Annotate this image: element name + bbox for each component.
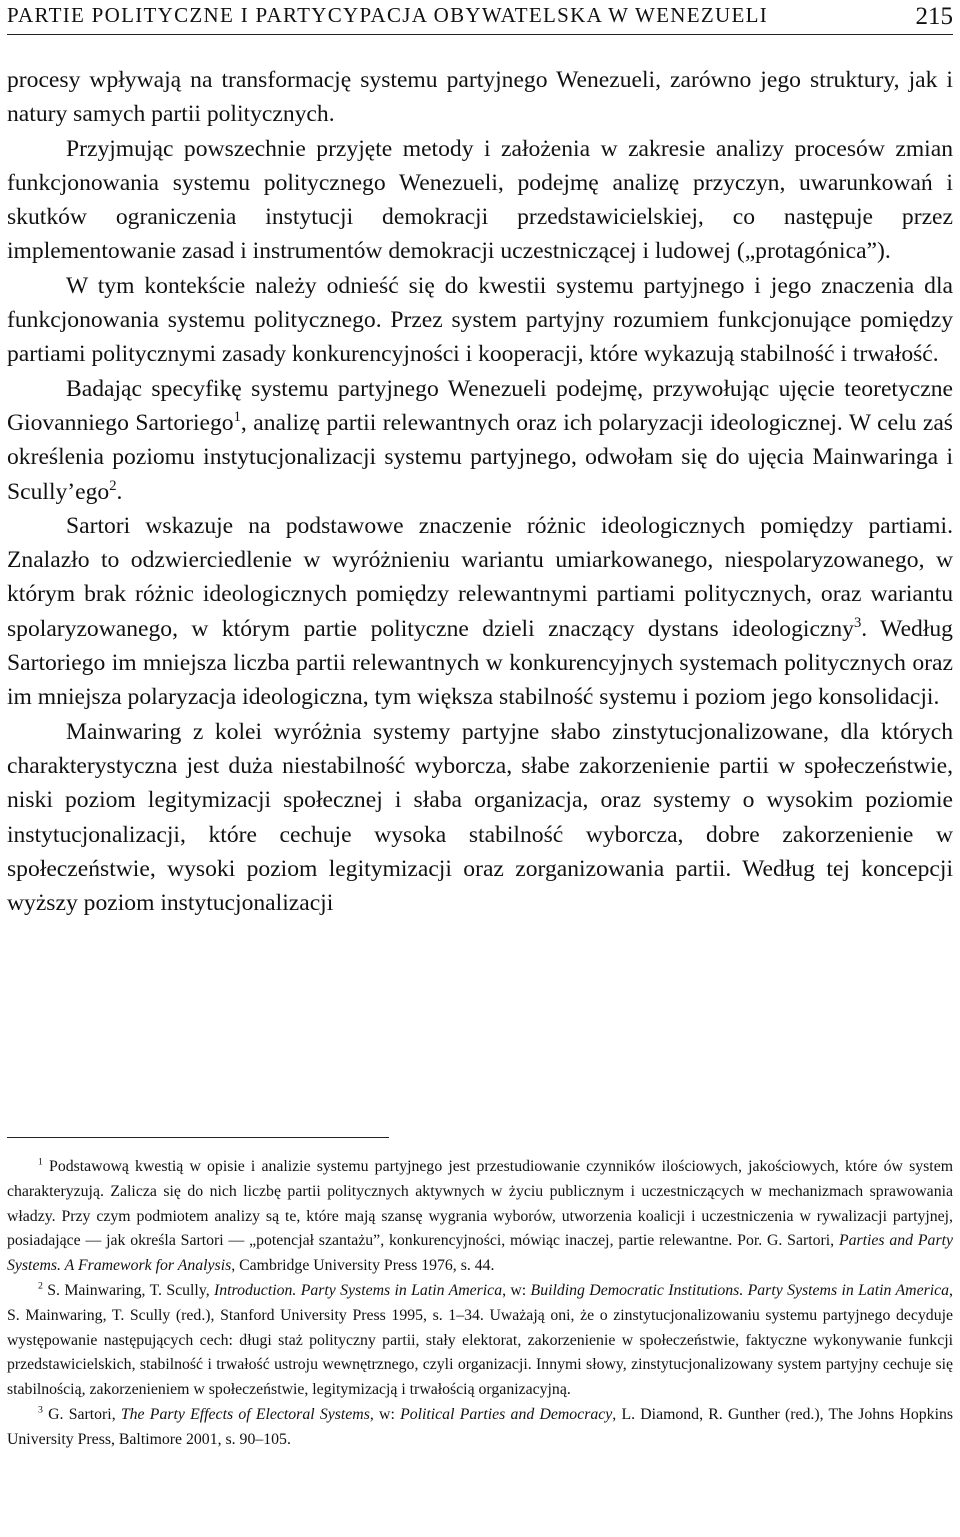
footnote-1: [7, 1155, 953, 1279]
footnote-work-title: The Party Effects of Electoral Systems: [120, 1405, 370, 1423]
footnote-ref-2: 2: [109, 477, 117, 494]
footnote-mark-3: 3: [38, 1404, 43, 1416]
footnotes: [7, 1155, 953, 1453]
paragraph-continuation: procesy wpływają na transformację systemu partyjnego Wenezueli, zarówno jego struktury, jak i natury samych partii politycznych.: [7, 67, 953, 128]
page-number: 215: [915, 3, 953, 30]
paragraph-text: .: [116, 478, 123, 505]
paragraph-text: , analizę partii relewantnych oraz ich polaryzacji ideologicznej. W celu zaś określenia poziomu instytucjonalizacji systemu partyjnego, odwołam się do ujęcia Mainwaringa i Scully’ego: [7, 409, 953, 505]
footnote-text: Podstawową kwestią w opisie i analizie systemu partyjnego jest przestudiowanie czynników ilościowych, jakościowych, które ów system charakteryzują. Zalicza się do nich liczbę partii politycznych aktywnych w życiu publicznym i uczestniczących w mechanizmach sprawowania władzy. Przy czym podmiotem analizy są te, które mają szansę wygrania wyborów, utworzenia koalicji i uczestniczenia w rywalizacji partyjnej, posiadające — jak określa Sartori — „potencjał szantażu”, konkurencyjności, mówiąc inaczej, partie relewantne. Por. G. Sartori,: [7, 1158, 953, 1250]
running-title: PARTIE POLITYCZNE I PARTYCYPACJA OBYWATELSKA W WENEZUELI: [7, 3, 768, 27]
footnote-text: G. Sartori,: [48, 1405, 121, 1423]
footnote-separator: [7, 1137, 389, 1138]
footnote-text: S. Mainwaring, T. Scully,: [47, 1281, 214, 1299]
paragraph-text: Badając specyfikę systemu partyjnego Wenezueli podejmę, przywołując ujęcie teoretyczne Giovanniego Sartoriego: [7, 375, 953, 436]
footnote-work-title: Political Parties and Democracy: [400, 1405, 613, 1423]
footnote-mark-2: 2: [38, 1280, 43, 1292]
footnote-text: , w:: [502, 1281, 531, 1299]
paragraph-text: Sartori wskazuje na podstawowe znaczenie różnic ideologicznych pomiędzy partiami. Znalazło to odzwierciedlenie w wyróżnieniu wariantu umiarkowanego, niespolaryzowanego, w którym brak różnic ideologicznych pomiędzy relewantnymi partiami politycznych, oraz wariantu spolaryzowanego, w którym partie polityczne dzieli znaczący dystans ideologiczny: [7, 512, 953, 642]
paragraph-mainwaring: Mainwaring z kolei wyróżnia systemy partyjne słabo zinstytucjonalizowane, dla których charakterystyczna jest duża niestabilność wyborcza, słabe zakorzenienie partii w społeczeństwie, niski poziom legitymizacji społecznej i słaba organizacja, oraz systemy o wysokim poziomie instytucjonalizacji, które cechuje wysoka stabilność wyborcza, dobre zakorzenienie w społeczeństwie, wysoki poziom legitymizacji oraz zorganizowania partii. Według tej koncepcji wyższy poziom instytucjonalizacji: [7, 718, 953, 917]
paragraph-sartori-approach: [7, 372, 953, 509]
footnote-work-title: Introduction. Party Systems in Latin America: [214, 1281, 503, 1299]
footnote-ref-3: 3: [853, 614, 862, 631]
footnote-ref-1: 1: [233, 409, 241, 426]
main-text: [7, 63, 953, 920]
paragraph-text: . Według Sartoriego im mniejsza liczba partii relewantnych w konkurencyjnych systemach politycznych oraz im mniejsza polaryzacja ideologiczna, tym większa stabilność systemu i poziom jego konsolidacji.: [7, 615, 953, 711]
footnote-mark-1: 1: [38, 1156, 43, 1168]
footnote-text: , L. Diamond, R. Gunther (red.), The Johns Hopkins University Press, Baltimore 2001, s. 90–105.: [7, 1405, 954, 1448]
paragraph-polarization: [7, 509, 953, 715]
footnote-text: , Cambridge University Press 1976, s. 44.: [231, 1257, 495, 1275]
footnote-3: [7, 1403, 953, 1453]
footnote-work-title: Parties and Party Systems. A Framework for Analysis: [7, 1232, 953, 1275]
paragraph-context: W tym kontekście należy odnieść się do kwestii systemu partyjnego i jego znaczenia dla funkcjonowania systemu politycznego. Przez system partyjny rozumiem funkcjonujące pomiędzy partiami politycznymi zasady konkurencyjności i kooperacji, które wykazują stabilność i trwałość.: [7, 272, 953, 368]
footnote-2: [7, 1279, 953, 1403]
footnote-work-title: Building Democratic Institutions. Party Systems in Latin America: [530, 1281, 950, 1299]
running-header: [7, 0, 953, 35]
paragraph-methods: Przyjmując powszechnie przyjęte metody i założenia w zakresie analizy procesów zmian funkcjonowania systemu politycznego Wenezueli, podejmę analizę przyczyn, uwarunkowań i skutków ograniczenia instytucji demokracji przedstawicielskiej, co następuje przez implementowanie zasad i instrumentów demokracji uczestniczącej i ludowej („protagónica”).: [7, 135, 953, 265]
footnote-text: , S. Mainwaring, T. Scully (red.), Stanford University Press 1995, s. 1–34. Uważają oni, że o zinstytucjonalizowaniu systemu partyjnego decyduje występowanie następujących cech: długi staż polityczny partii, stały elektorat, zakorzenienie w społeczeństwie, faktyczne wykonywanie funkcji przedstawicielskich, stabilność i trwałość ustroju wewnętrznego, czyli organizacji. Innymi słowy, zinstytucjonalizowany system partyjny cechuje się stabilnością, zakorzenieniem w społeczeństwie, legitymizacją i trwałością organizacyjną.: [7, 1281, 953, 1399]
footnote-text: , w:: [369, 1405, 401, 1423]
